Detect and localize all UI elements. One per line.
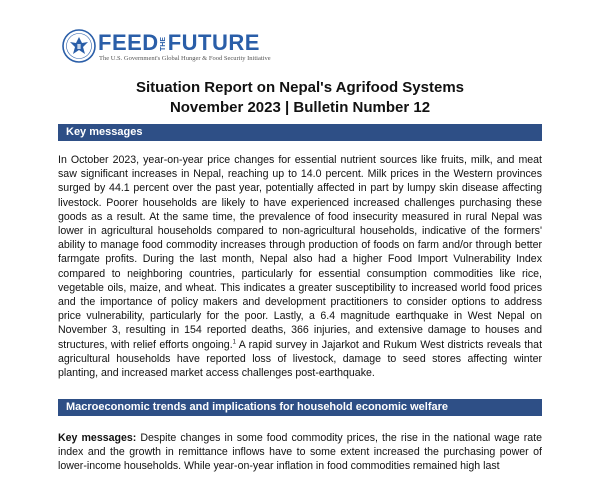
- key-messages-body: In October 2023, year-on-year price changes for essential nutrient sources like fruits, milk, and meat saw significant increases in Nepal, reaching up to 14.0 percent. Milk prices in the Western provinces surged by 44.1 percent over the past year, potentially affected in part by lumpy skin disease affecting livestock. Poorer households are likely to have experienced increased challenges purchasing these goods as a result. At the same time, the prevalence of food insecurity measured in rural Nepal was lower in agricultural households compared to non-agricultural households, indicative of the formers' ability to manage food commodity increases through production of foods on farm and/or through better farmgate profits. During the last month, Nepal also had a higher Food Import Vulnerability Index compared to neighboring countries, particularly for essential consumption commodities like rice, vegetable oils, maize, and wheat. This indicates a greater susceptibility to increased world food prices and the importance of policy makers and development practitioners to consider options to address price vulnerability, particularly for the poor. Lastly, a 6.4 magnitude earthquake in West Nepal on November 3, resulting in 154 reported deaths, 366 injuries, and extensive damage to houses and structures, with relief efforts ongoing.: [58, 154, 542, 351]
- macroeconomic-body: Despite changes in some food commodity prices, the rise in the national wage rate index and the growth in remittance inflows have to some extent increased the purchasing power of lower-income households. While year-on-year inflation in food commodities remained high last: [58, 432, 542, 473]
- macroeconomic-paragraph: [58, 431, 542, 474]
- wordmark-feed: FEED: [98, 30, 159, 55]
- report-subtitle: November 2023 | Bulletin Number 12: [169, 99, 431, 116]
- section-heading-key-messages: Key messages: [58, 124, 542, 141]
- logo-tagline: The U.S. Government's Global Hunger & Food Security Initiative: [99, 55, 271, 62]
- wordmark-the: THE: [159, 37, 167, 52]
- feed-the-future-logo: [62, 29, 302, 69]
- logo-wordmark: [98, 32, 260, 54]
- key-messages-label: Key messages:: [58, 432, 137, 444]
- wordmark-future: FUTURE: [167, 30, 260, 55]
- key-messages-body-continued: A rapid survey in Jajarkot and Rukum West districts reveals that agricultural households have reported loss of livestock, damage to seed stores affecting winter planting, and increased market access challenges post-earthquake.: [58, 338, 543, 380]
- usg-seal-icon: [62, 29, 96, 63]
- section-heading-macroeconomic: Macroeconomic trends and implications for household economic welfare: [58, 399, 542, 416]
- report-title: Situation Report on Nepal's Agrifood Systems: [135, 79, 465, 96]
- key-messages-paragraph: [58, 153, 542, 380]
- footnote-marker[interactable]: 1: [232, 339, 236, 346]
